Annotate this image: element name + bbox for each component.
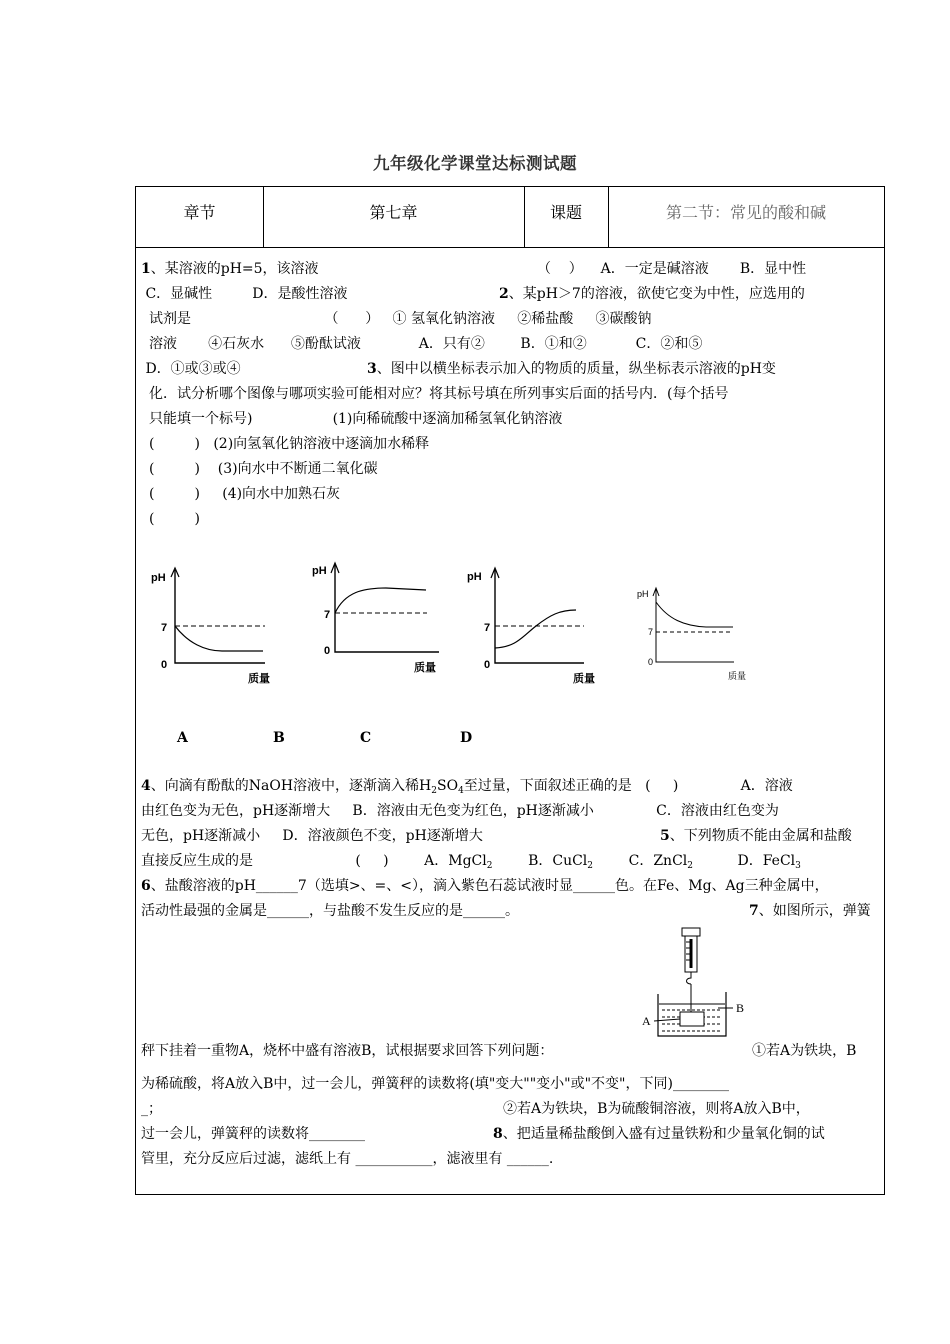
chapter-value: 第七章 <box>369 203 418 222</box>
q6-line-2: 活动性最强的金属是______，与盐酸不发生反应的是______。 <box>141 903 519 919</box>
graph-label-d: D <box>460 730 473 746</box>
label-a: A <box>642 1014 651 1028</box>
q3-line: 3、图中以横坐标表示加入的物质的质量，纵坐标表示溶液的pH变 <box>367 361 776 377</box>
q7-line-5: 过一会儿，弹簧秤的读数将________ <box>141 1126 365 1142</box>
topic-label: 课题 <box>549 203 582 222</box>
x-axis-label: 质量 <box>414 662 436 674</box>
q7-line-3: 为稀硫酸，将A放入B中，过一会儿，弹簧秤的读数将(填"变大""变小"或"不变"，下同)________ <box>141 1076 729 1092</box>
q1-options-2: C．显碱性 D．是酸性溶液 <box>141 286 348 302</box>
graph-label-a: A <box>177 730 188 746</box>
q3-line-6: ( ) (4)向水中加熟石灰 <box>149 486 341 502</box>
q2-line: 2、某pH＞7的溶液，欲使它变为中性，应选用的 <box>499 286 805 302</box>
topic-value: 第二节：常见的酸和碱 <box>665 203 826 222</box>
q2-line-2: 试剂是 （ ） ① 氢氧化钠溶液 ②稀盐酸 ③碳酸钠 <box>149 311 652 327</box>
page-title: 九年级化学课堂达标测试题 <box>373 154 577 173</box>
graph-b <box>311 560 451 685</box>
q7-line-2: 秤下挂着一重物A，烧杯中盛有溶液B，试根据要求回答下列问题： <box>141 1043 554 1059</box>
q7-line-4: _； <box>141 1101 162 1117</box>
spring-balance-figure <box>638 926 753 1046</box>
q7-line: 7、如图所示，弹簧 <box>749 903 871 919</box>
q3-line-3: 只能填一个标号) (1)向稀硫酸中逐滴加稀氢氧化钠溶液 <box>149 411 563 427</box>
q7-sub2: ②若A为铁块，B为硫酸铜溶液，则将A放入B中， <box>503 1101 810 1117</box>
tick-7: 7 <box>648 627 654 637</box>
q3-line-2: 化．试分析哪个图像与哪项实验可能相对应？将其标号填在所列事实后面的括号内．(每个括号 <box>149 386 729 402</box>
q8-line: 8、把适量稀盐酸倒入盛有过量铁粉和少量氧化铜的试 <box>493 1126 825 1142</box>
q4-line-3: 无色，pH逐渐减小 D．溶液颜色不变，pH逐渐增大 <box>141 828 483 844</box>
y-axis-label: pH <box>467 571 482 583</box>
q1-line: 1、某溶液的pH=5，该溶液 <box>141 261 319 277</box>
graph-a <box>150 565 280 690</box>
y-axis-label: pH <box>151 572 166 584</box>
tick-7: 7 <box>161 622 168 634</box>
q2-option-d: D．①或③或④ <box>141 361 241 377</box>
graph-d <box>636 585 761 685</box>
y-axis-label: pH <box>637 589 649 599</box>
tick-7: 7 <box>484 622 491 634</box>
tick-0: 0 <box>484 659 491 671</box>
q7-sub1: ①若A为铁块，B <box>752 1043 857 1059</box>
graph-c <box>466 565 606 690</box>
q8-line-2: 管里，充分反应后过滤，滤纸上有 ___________，滤液里有 ______. <box>141 1151 554 1167</box>
q1-options: （ ） A．一定是碱溶液 B．显中性 <box>537 261 807 277</box>
q6-line: 6、盐酸溶液的pH______7（选填>、=、<），滴入紫色石蕊试液时显______色。在Fe、Mg、Ag三种金属中， <box>141 878 829 894</box>
x-axis-label: 质量 <box>248 673 270 685</box>
tick-7: 7 <box>324 609 331 621</box>
x-axis-label: 质量 <box>728 671 747 681</box>
graph-label-b: B <box>273 730 285 746</box>
tick-0: 0 <box>324 645 331 657</box>
chapter-label: 章节 <box>183 203 216 222</box>
graph-label-c: C <box>360 730 372 746</box>
tick-0: 0 <box>161 659 168 671</box>
y-axis-label: pH <box>312 565 327 577</box>
q5-line: 5、下列物质不能由金属和盐酸 <box>660 828 852 844</box>
q5-line-2: 直接反应生成的是 ( ) A．MgCl$_2$ B．CuCl$_2$ C．ZnCl$_2$ D．FeCl$_3$ <box>141 853 801 871</box>
q4-line-2: 由红色变为无色，pH逐渐增大 B．溶液由无色变为红色，pH逐渐减小 C．溶液由红色变为 <box>141 803 779 819</box>
q3-line-7: ( ) <box>149 511 200 527</box>
q3-line-5: ( ) (3)向水中不断通二氧化碳 <box>149 461 378 477</box>
q3-line-4: ( ) (2)向氢氧化钠溶液中逐滴加水稀释 <box>149 436 430 452</box>
x-axis-label: 质量 <box>573 673 595 685</box>
q2-line-3: 溶液 ④石灰水 ⑤酚酞试液 A．只有② B．①和② C．②和⑤ <box>149 336 703 352</box>
tick-0: 0 <box>648 657 654 667</box>
header-row <box>136 187 884 248</box>
label-b: B <box>736 1001 745 1015</box>
q4-line: 4、向滴有酚酞的NaOH溶液中，逐渐滴入稀$H_2SO_4$至过量，下面叙述正确的是 ( ) A．溶液 <box>141 778 793 796</box>
